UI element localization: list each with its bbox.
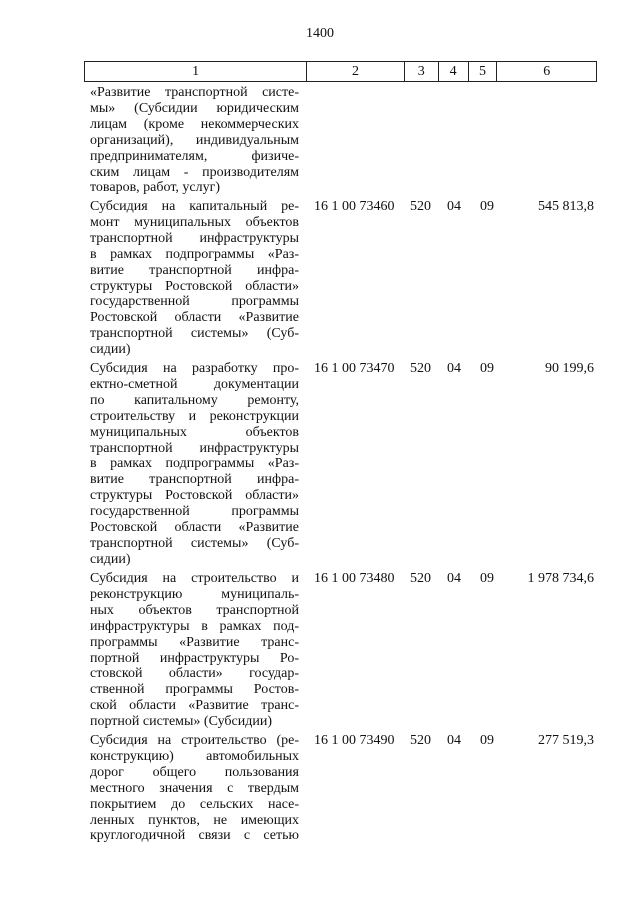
description-line: Ростовской области «Развитие: [90, 520, 299, 536]
description-line: конструкцию) автомобильных: [90, 748, 299, 764]
amount: 1 978 734,6: [527, 571, 594, 586]
expense-type: 520: [410, 361, 431, 376]
expense-type: 520: [410, 571, 431, 586]
description-line: круглогодичной связи с сетью: [90, 828, 299, 844]
description-line: портной инфраструктуры Ро-: [90, 650, 299, 666]
description-line: витие транспортной инфра-: [90, 472, 299, 488]
amount: 90 199,6: [545, 361, 594, 376]
description-line: реконструкцию муниципаль-: [90, 586, 299, 602]
row-description: [90, 733, 299, 844]
description-line: государственной программы: [90, 294, 299, 310]
description-line: товаров, работ, услуг): [90, 180, 221, 196]
target-code: 16 1 00 73470: [314, 361, 395, 376]
description-line: ленных пунктов, не имеющих: [90, 812, 299, 828]
description-line: предпринимателям, физиче-: [90, 148, 299, 164]
description-line: местного значения с твердым: [90, 780, 299, 796]
column-header-6: 6: [543, 64, 551, 79]
column-header-5: 5: [469, 62, 498, 81]
description-line: организаций), индивидуальным: [90, 132, 299, 148]
description-line: сидии): [90, 342, 131, 358]
description-line: ским лицам - производителям: [90, 164, 299, 180]
amount: 545 813,8: [538, 199, 594, 214]
description-line: инфраструктуры в рамках под-: [90, 618, 299, 634]
target-code: 16 1 00 73490: [314, 733, 395, 748]
description-line: Субсидия на строительство (ре-: [90, 733, 299, 748]
description-line: сидии): [90, 551, 131, 567]
table-header: [84, 61, 597, 82]
description-line: «Развитие транспортной систе-: [90, 85, 299, 100]
column-header-4: 4: [439, 62, 469, 81]
description-line: ственной программы Ростов-: [90, 682, 299, 698]
description-line: ных объектов транспортной: [90, 602, 299, 618]
description-line: Ростовской области «Развитие: [90, 310, 299, 326]
description-line: программы «Развитие транс-: [90, 634, 299, 650]
column-header-3: 3: [405, 62, 439, 81]
description-line: ектно-сметной документации: [90, 376, 299, 392]
column-header-2: 2: [307, 62, 405, 81]
description-line: транспортной системы» (Суб-: [90, 535, 299, 551]
description-line: структуры Ростовской области»: [90, 278, 299, 294]
subsection-code: 09: [480, 361, 494, 376]
description-line: лицам (кроме некоммерческих: [90, 116, 299, 132]
description-line: Субсидия на капитальный ре-: [90, 199, 299, 214]
subsection-code: 09: [480, 199, 494, 214]
amount: 277 519,3: [538, 733, 594, 748]
description-line: портной системы» (Субсидии): [90, 714, 272, 730]
column-header-1: 1: [85, 62, 307, 81]
description-line: в рамках подпрограммы «Раз-: [90, 456, 299, 472]
section-code: 04: [447, 571, 461, 586]
description-line: ской области «Развитие транс-: [90, 698, 299, 714]
description-line: транспортной системы» (Суб-: [90, 326, 299, 342]
description-line: Субсидия на строительство и: [90, 571, 299, 586]
description-line: транспортной инфраструктуры: [90, 440, 299, 456]
section-code: 04: [447, 199, 461, 214]
page-number: 1400: [306, 26, 334, 41]
description-line: государственной программы: [90, 504, 299, 520]
section-code: 04: [447, 361, 461, 376]
subsection-code: 09: [480, 733, 494, 748]
description-line: транспортной инфраструктуры: [90, 230, 299, 246]
section-code: 04: [447, 733, 461, 748]
subsection-code: 09: [480, 571, 494, 586]
description-line: муниципальных объектов: [90, 424, 299, 440]
expense-type: 520: [410, 199, 431, 214]
row-description: [90, 361, 299, 568]
description-line: дорог общего пользования: [90, 764, 299, 780]
description-line: покрытием до сельских насе-: [90, 796, 299, 812]
description-line: в рамках подпрограммы «Раз-: [90, 246, 299, 262]
row-description: [90, 571, 299, 730]
row-description: [90, 199, 299, 358]
description-line: структуры Ростовской области»: [90, 488, 299, 504]
description-line: Субсидия на разработку про-: [90, 361, 299, 376]
target-code: 16 1 00 73480: [314, 571, 395, 586]
target-code: 16 1 00 73460: [314, 199, 395, 214]
description-line: монт муниципальных объектов: [90, 214, 299, 230]
description-line: по капитальному ремонту,: [90, 392, 299, 408]
expense-type: 520: [410, 733, 431, 748]
description-line: витие транспортной инфра-: [90, 262, 299, 278]
description-line: строительству и реконструкции: [90, 408, 299, 424]
row-description: [90, 85, 299, 196]
description-line: стовской области» государ-: [90, 666, 299, 682]
description-line: мы» (Субсидии юридическим: [90, 100, 299, 116]
